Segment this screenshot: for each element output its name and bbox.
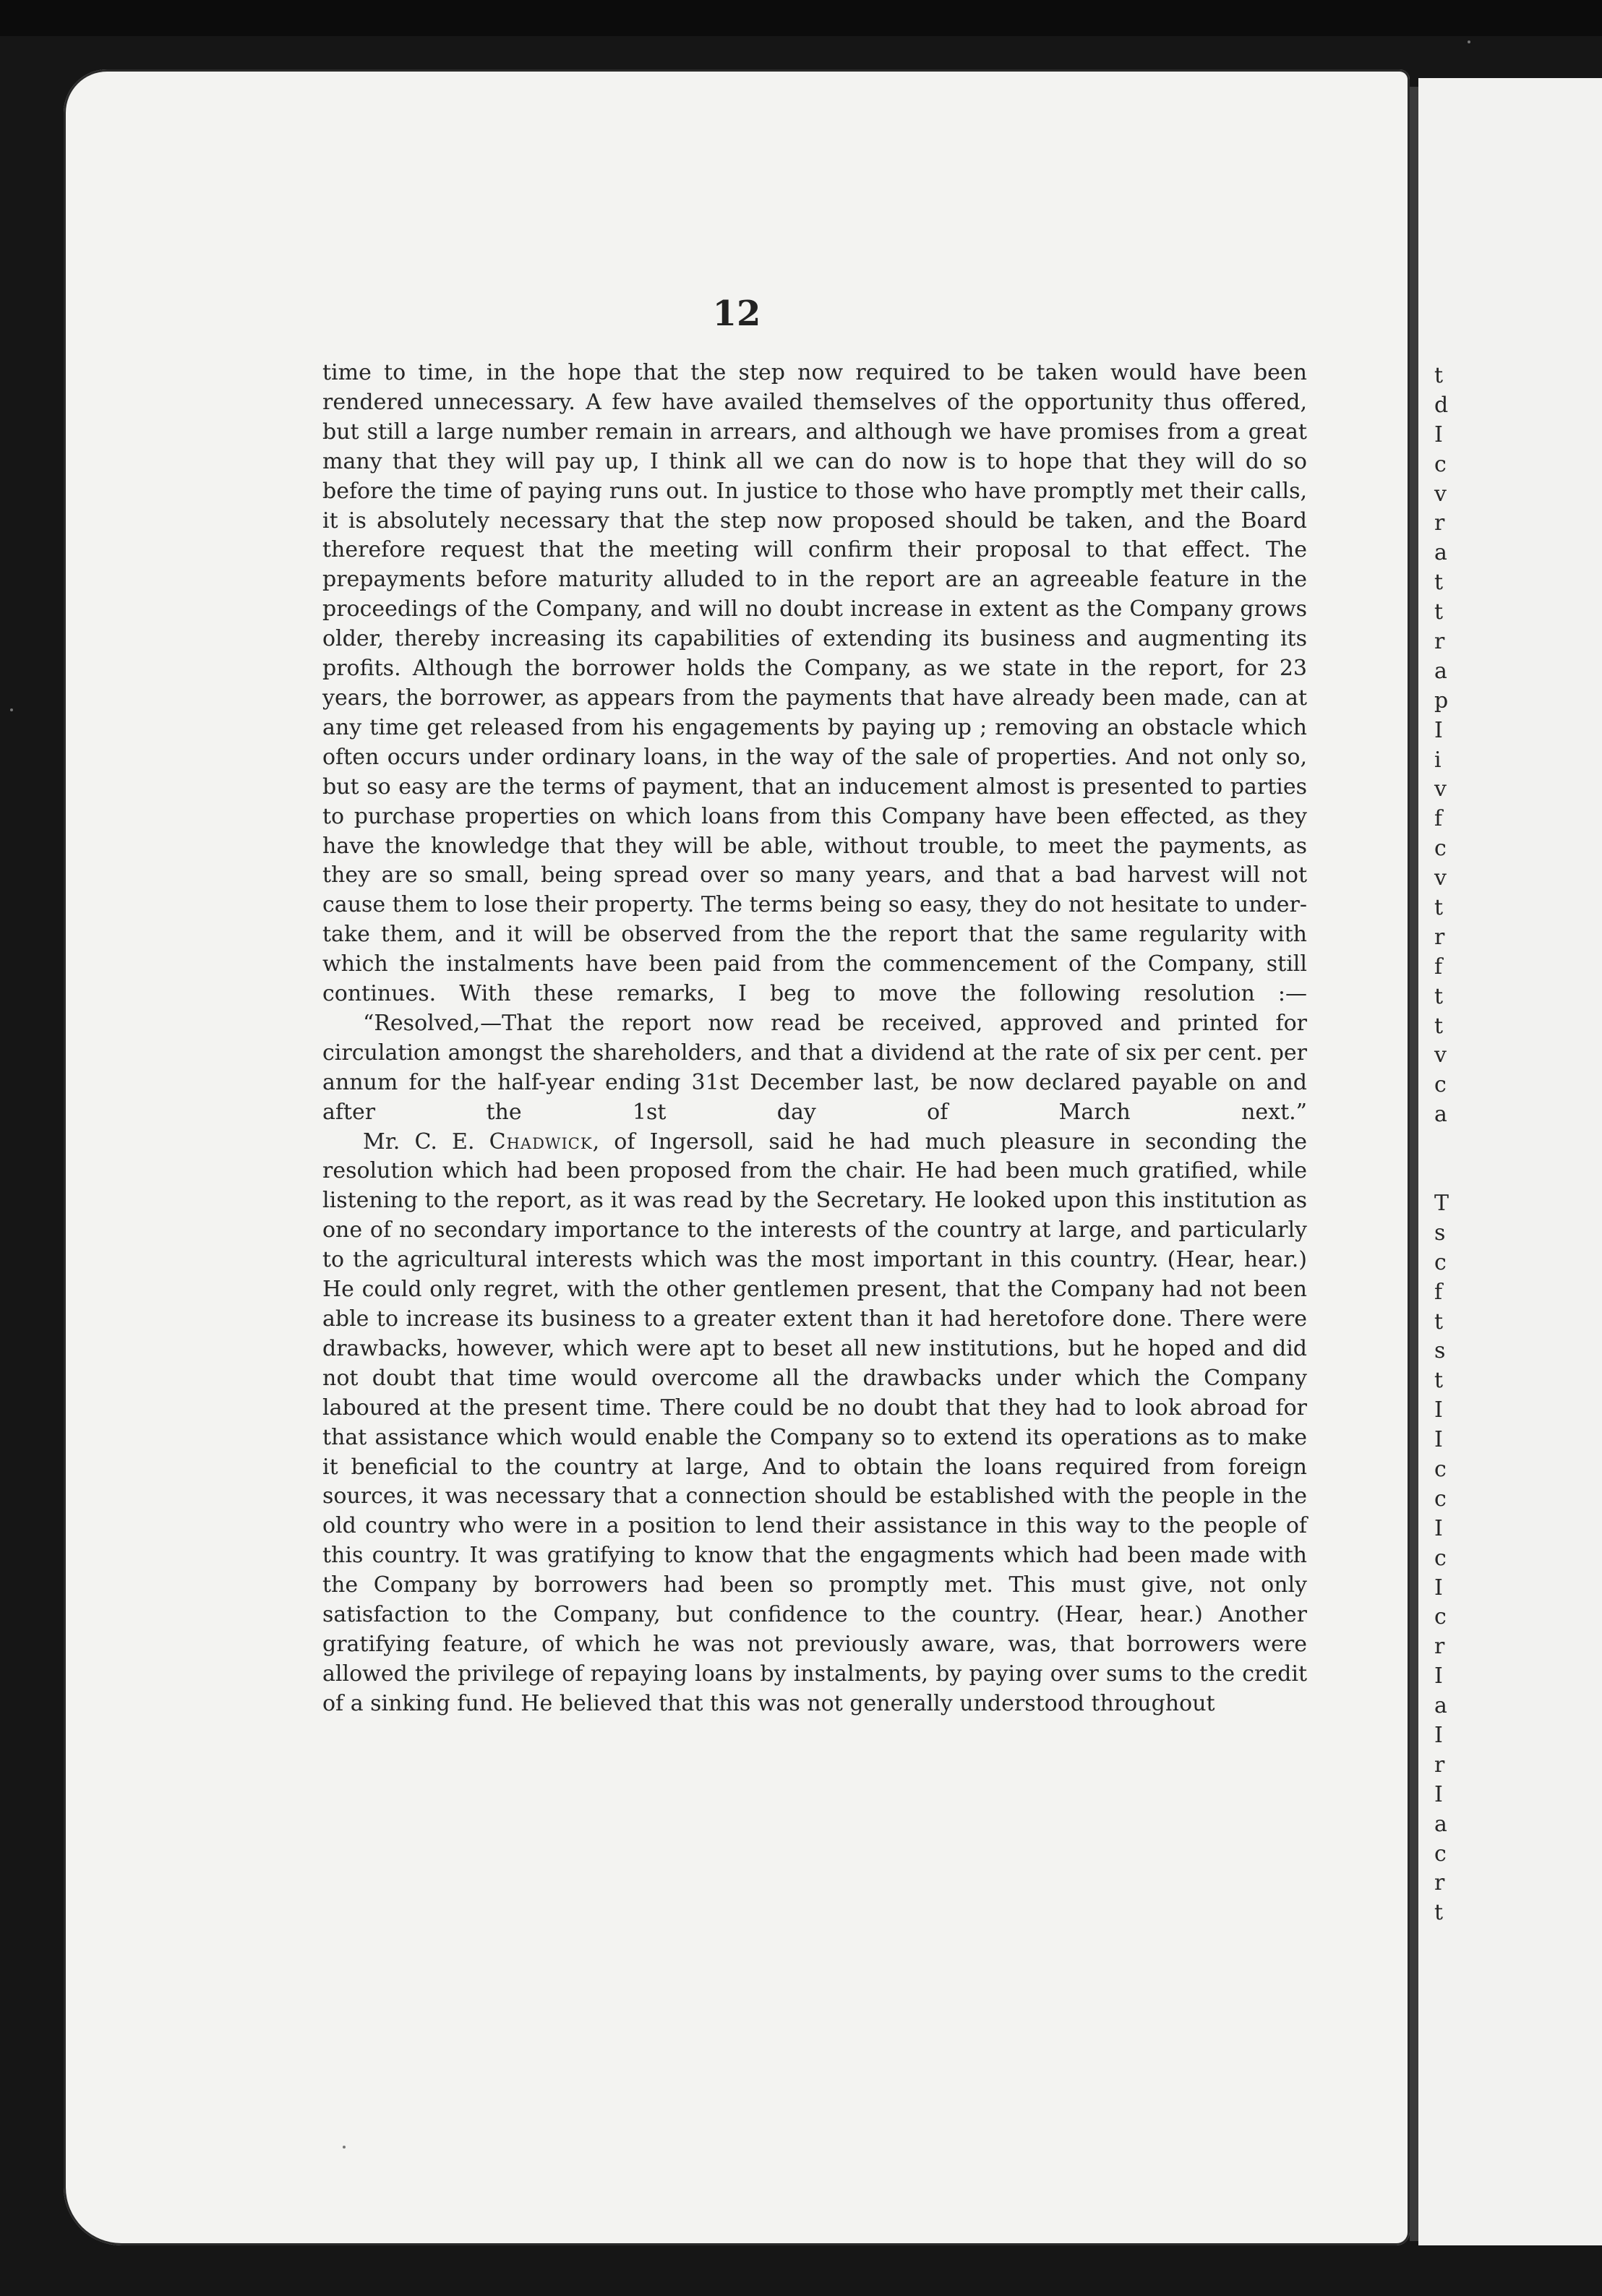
scan-top-band bbox=[0, 0, 1602, 36]
scan-speck bbox=[1468, 40, 1470, 43]
facing-line-letter: a bbox=[1434, 1693, 1447, 1719]
facing-line-letter: f bbox=[1434, 1279, 1443, 1305]
facing-line-letter: t bbox=[1434, 1013, 1444, 1039]
facing-line-letter: I bbox=[1434, 1781, 1443, 1807]
facing-line-letter: t bbox=[1434, 363, 1444, 388]
facing-line-letter: a bbox=[1434, 658, 1447, 684]
facing-line-letter: I bbox=[1434, 1663, 1443, 1689]
facing-line-letter: t bbox=[1434, 570, 1444, 596]
facing-line-letter: v bbox=[1434, 481, 1447, 507]
paragraph-opening: time to time, in the hope that the step now required to be taken would have been rendered unnecessary. A few have availed themselves of the opportunity thus offered, but still a large number remain in arrears, and although we have promises from a great many that they will pay up, I think all we can do now is to hope that they will do so before the time of paying runs out. In justice to those who have promptly met their calls, it is absolutely necessary that the step now proposed should be taken, and the Board therefore request that the meeting will confirm their proposal to that effect. The prepayments before maturity alluded to in the report are an agreeable feature in the proceedings of the Company, and will no doubt increase in extent as the Company grows older, thereby increasing its capabilities of extending its business and augmenting its profits. Although the borrower holds the Company, as we state in the report, for 23 years, the borrower, as appears from the payments that have already been made, can at any time get released from his engagements by paying up ; removing an obstacle which often occurs under ordinary loans, in the way of the sale of properties. And not only so, but so easy are the terms of payment, that an inducement almost is presented to parties to purchase properties on which loans from this Company have been effected, as they have the knowledge that they will be able, without trouble, to meet the payments, as they are so small, being spread over so many years, and that a bad harvest will not cause them to lose their property. The terms being so easy, they do not hesitate to undertake them, and it will be observed from the the report that the same regularity with which the instalments have been paid from the commencement of the Company, still continues. With these remarks, I beg to move the following resolution :— bbox=[322, 360, 1307, 1007]
speaker-prefix: Mr. C. E. bbox=[363, 1128, 489, 1155]
facing-line-letter: a bbox=[1434, 540, 1447, 566]
facing-line-letter: I bbox=[1434, 1427, 1443, 1453]
facing-line-letter: t bbox=[1434, 1308, 1444, 1335]
facing-line-letter: v bbox=[1434, 776, 1447, 802]
paragraph-resolution: “Resolved,—That the report now read be received, approved and printed for circulation amongst the shareholders, and that a dividend at the rate of six per cent. per annum for the half-year ending 31st December last, be now declared payable on and after the 1st day of March next.” bbox=[322, 1010, 1307, 1125]
facing-page-letters bbox=[1434, 361, 1478, 1928]
facing-line-letter: s bbox=[1434, 1220, 1446, 1246]
facing-line-letter: c bbox=[1434, 1841, 1447, 1867]
facing-line-letter: p bbox=[1434, 687, 1449, 714]
facing-line-letter: r bbox=[1434, 629, 1445, 655]
facing-line-letter: c bbox=[1434, 1545, 1447, 1571]
facing-line-letter: a bbox=[1434, 1102, 1447, 1128]
facing-line-letter: f bbox=[1434, 806, 1443, 832]
speaker-remarks: , of Ingersoll, said he had much pleasure in seconding the resolution which had been proposed from the chair. He had been much gratified, while listening to the report, as it was read by the Secretary. He looked upon this institution as one of no secondary importance to the interests of the country at large, and particularly to the agricultural interests which was the most important in this country. (Hear, hear.) He could only regret, with the other gentlemen present, that the Company had not been able to increase its business to a greater extent than it had heretofore done. There were drawbacks, however, which were apt to beset all new institutions, but he hoped and did not doubt that time would overcome all the drawbacks under which the Company laboured at the present time. There could be no doubt that they had to look abroad for that assistance which would enable the Company so to extend its operations as to make it beneficial to the country at large, And to obtain the loans required from foreign sources, it was necessary that a connection should be established with the people in the old country who were in a position to lend their assistance in this way to the people of this country. It was gratifying to know that the engagments which had been made with the Company by borrowers had been so promptly met. This must give, not only satisfaction to the Company, but confidence to the country. (Hear, hear.) Another gratifying feature, of which he was not previously aware, was, that borrowers were allowed the privilege of repaying loans by instalments, by paying over sums to the credit of a sinking fund. He believed that this was not generally understood throughout bbox=[322, 1128, 1307, 1716]
facing-line-letter: I bbox=[1434, 1575, 1443, 1601]
facing-line-letter: c bbox=[1434, 1249, 1447, 1275]
facing-paragraph-gap bbox=[1434, 1130, 1478, 1189]
facing-line-letter: I bbox=[1434, 717, 1443, 743]
facing-line-letter: t bbox=[1434, 599, 1444, 625]
facing-line-letter: t bbox=[1434, 1368, 1444, 1394]
facing-line-letter: I bbox=[1434, 1397, 1443, 1423]
facing-line-letter: c bbox=[1434, 1486, 1447, 1512]
facing-line-letter: r bbox=[1434, 1870, 1445, 1896]
left-page bbox=[64, 69, 1410, 2245]
scan-speck bbox=[10, 708, 13, 711]
facing-line-letter: f bbox=[1434, 954, 1443, 980]
facing-line-letter: I bbox=[1434, 1722, 1443, 1748]
facing-line-letter: c bbox=[1434, 1072, 1447, 1098]
facing-line-letter: t bbox=[1434, 1900, 1444, 1926]
speaker-name: Chadwick bbox=[489, 1128, 593, 1155]
facing-line-letter: I bbox=[1434, 1515, 1443, 1541]
facing-line-letter: c bbox=[1434, 1456, 1447, 1482]
facing-line-letter: d bbox=[1434, 392, 1449, 418]
facing-line-letter: t bbox=[1434, 983, 1444, 1009]
facing-page bbox=[1418, 78, 1602, 2245]
facing-line-letter: c bbox=[1434, 1604, 1447, 1630]
facing-line-letter: v bbox=[1434, 1042, 1447, 1068]
facing-line-letter: s bbox=[1434, 1338, 1446, 1364]
body-text bbox=[322, 359, 1307, 1719]
scan-speck bbox=[343, 2146, 346, 2149]
facing-line-letter: c bbox=[1434, 836, 1447, 862]
page-number: 12 bbox=[712, 294, 761, 334]
facing-line-letter: c bbox=[1434, 451, 1447, 477]
facing-line-letter: r bbox=[1434, 1752, 1445, 1778]
facing-line-letter: r bbox=[1434, 924, 1445, 950]
facing-line-letter: v bbox=[1434, 865, 1447, 891]
facing-line-letter: T bbox=[1434, 1190, 1449, 1216]
facing-line-letter: r bbox=[1434, 1634, 1445, 1660]
facing-line-letter: r bbox=[1434, 510, 1445, 536]
book-gutter bbox=[1410, 87, 1418, 2241]
facing-line-letter: i bbox=[1434, 747, 1442, 773]
paragraph-seconding bbox=[322, 1128, 1307, 1719]
facing-line-letter: I bbox=[1434, 421, 1443, 447]
facing-line-letter: a bbox=[1434, 1811, 1447, 1837]
facing-line-letter: t bbox=[1434, 895, 1444, 921]
